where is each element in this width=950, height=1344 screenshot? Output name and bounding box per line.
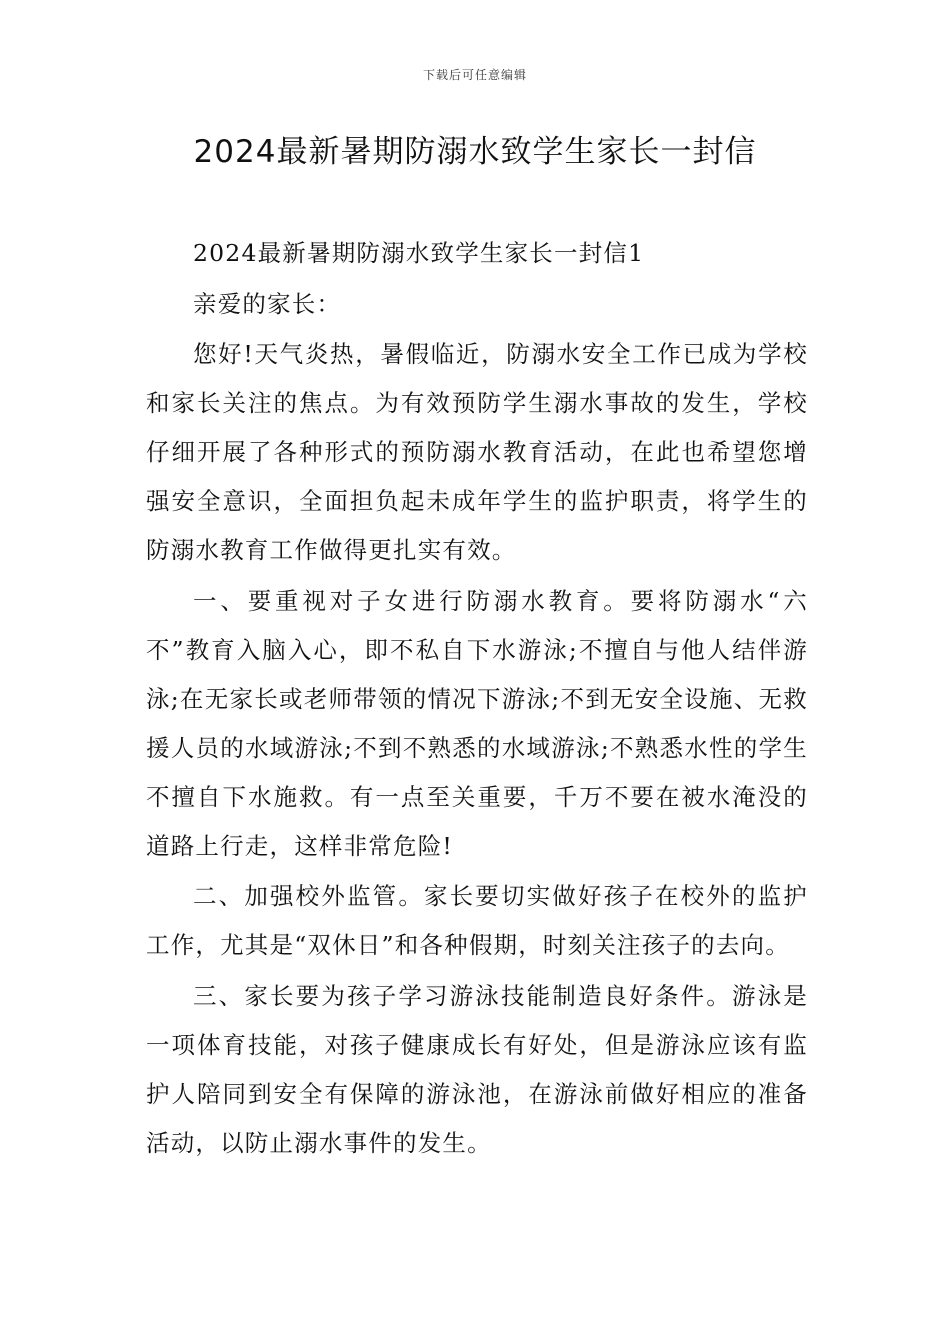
document-body [146,229,808,1169]
salutation-paragraph: 亲爱的家长： [193,289,342,318]
point-three-paragraph: 三、家长要为孩子学习游泳技能制造良好条件。游泳是一项体育技能，对孩子健康成长有好处，但是游泳应该有监护人陪同到安全有保障的游泳池，在游泳前做好相应的准备活动，以防止溺水事件的发生。 [146,981,808,1157]
intro-paragraph: 您好!天气炎热，暑假临近，防溺水安全工作已成为学校和家长关注的焦点。为有效预防学生溺水事故的发生，学校仔细开展了各种形式的预防溺水教育活动，在此也希望您增强安全意识，全面担负起未成年学生的监护职责，将学生的防溺水教育工作做得更扎实有效。 [146,340,808,564]
header-note: 下载后可任意编辑 [422,68,527,82]
point-one-paragraph: 一、要重视对子女进行防溺水教育。要将防溺水“六不”教育入脑入心，即不私自下水游泳;不擅自与他人结伴游泳;在无家长或老师带领的情况下游泳;不到无安全设施、无救援人员的水域游泳;不到不熟悉的水域游泳;不熟悉水性的学生不擅自下水施救。有一点至关重要，千万不要在被水淹没的道路上行走，这样非常危险! [146,586,808,860]
document-title: 2024最新暑期防溺水致学生家长一封信 [193,134,757,170]
subtitle-paragraph: 2024最新暑期防溺水致学生家长一封信1 [193,239,645,267]
point-two-paragraph: 二、加强校外监管。家长要切实做好孩子在校外的监护工作，尤其是“双休日”和各种假期，时刻关注孩子的去向。 [146,882,808,959]
